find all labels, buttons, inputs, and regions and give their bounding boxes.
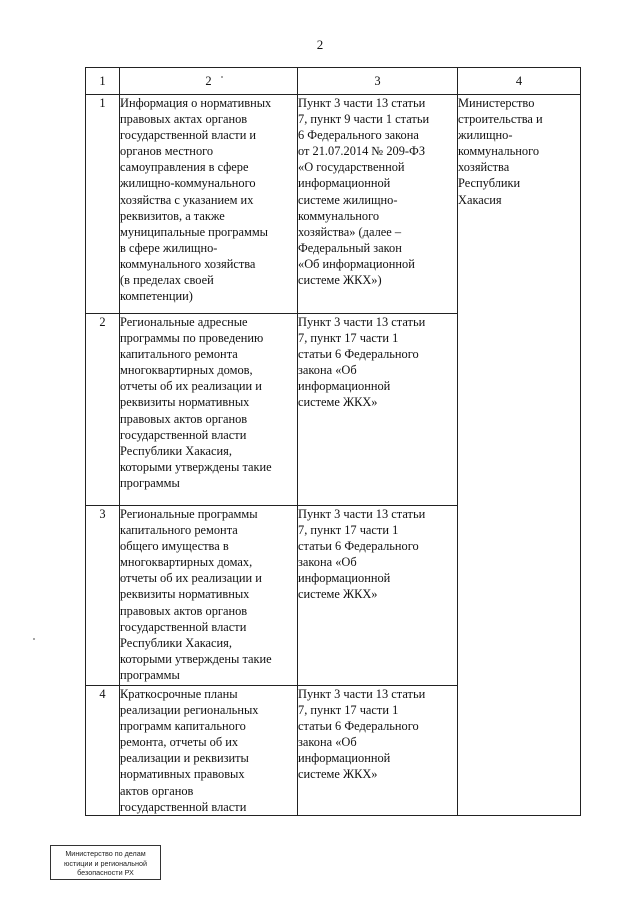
info-cell [120, 314, 298, 506]
law-line: системе ЖКХ» [298, 395, 378, 410]
document-table [85, 67, 581, 816]
info-line: реквизиты нормативных [120, 395, 250, 410]
info-line: Информация о нормативных [120, 96, 272, 110]
info-cell [120, 506, 298, 686]
law-line: Федеральный закон [298, 240, 402, 255]
law-line: 7, пункт 17 части 1 [298, 523, 399, 538]
ministry-line: коммунального [458, 144, 540, 159]
info-line: реализации и реквизиты [120, 751, 249, 766]
law-line: коммунального [298, 208, 380, 223]
law-reference-cell [298, 314, 458, 506]
stamp-line: Министерство по делам [65, 849, 146, 858]
info-line: Региональные адресные [120, 315, 248, 329]
header-cell-4: 4 [458, 68, 581, 95]
law-reference-cell [298, 95, 458, 314]
info-line: Республики Хакасия, [120, 635, 232, 650]
responsible-ministry-cell [458, 95, 581, 816]
info-line: программы [120, 667, 180, 682]
header-cell-1: 1 [86, 68, 120, 95]
info-line: хозяйства с указанием их [120, 192, 254, 207]
info-line: реквизитов, а также [120, 208, 225, 223]
ministry-line: строительства и [458, 112, 543, 127]
law-line: от 21.07.2014 № 209-ФЗ [298, 144, 426, 159]
info-line: органов местного [120, 144, 214, 159]
row-number: 4 [86, 686, 120, 816]
law-line: 7, пункт 17 части 1 [298, 331, 399, 346]
law-line: закона «Об [298, 363, 357, 378]
law-line: системе ЖКХ» [298, 587, 378, 602]
stamp-line: юстиции и региональной [64, 858, 147, 868]
info-line: государственной власти [120, 427, 247, 442]
page-number: 2 [316, 37, 324, 52]
info-line: нормативных правовых [120, 767, 245, 782]
law-line: Пункт 3 части 13 статьи [298, 687, 426, 701]
law-line: системе ЖКХ» [298, 767, 378, 782]
law-line: системе ЖКХ») [298, 273, 382, 288]
table-header-row [86, 68, 581, 95]
row-number: 3 [86, 506, 120, 686]
law-line: Пункт 3 части 13 статьи [298, 315, 426, 329]
info-line: ремонта, отчеты об их [120, 735, 239, 750]
info-line: жилищно-коммунального [120, 176, 256, 191]
info-line: муниципальные программы [120, 224, 268, 239]
table-row [86, 95, 581, 314]
info-line: коммунального хозяйства [120, 256, 256, 271]
law-line: «Об информационной [298, 256, 415, 271]
info-line: Региональные программы [120, 507, 258, 521]
info-line: правовых актов органов [120, 411, 248, 426]
scan-speck [33, 638, 35, 640]
info-line: отчеты об их реализации и [120, 379, 262, 394]
law-line: 7, пункт 17 части 1 [298, 703, 399, 718]
info-cell [120, 95, 298, 314]
law-reference-cell [298, 506, 458, 686]
info-line: актов органов [120, 783, 194, 798]
info-line: многоквартирных домов, [120, 363, 253, 378]
info-line: государственной власти и [120, 128, 257, 143]
stamp-line: безопасности РХ [77, 868, 134, 877]
ministry-line: Республики [458, 176, 521, 191]
info-line: капитального ремонта [120, 347, 238, 362]
info-line: программы [120, 475, 180, 490]
law-line: хозяйства» (далее – [298, 224, 402, 239]
law-line: закона «Об [298, 555, 357, 570]
info-line: Краткосрочные планы [120, 687, 238, 701]
info-line: которыми утверждены такие [120, 651, 272, 666]
scan-speck [221, 76, 223, 78]
law-line: статьи 6 Федерального [298, 539, 419, 554]
header-cell-3: 3 [298, 68, 458, 95]
law-line: информационной [298, 176, 391, 191]
info-line: государственной власти [120, 799, 247, 814]
law-reference-cell [298, 686, 458, 816]
info-cell [120, 686, 298, 816]
ministry-line: хозяйства [458, 160, 510, 175]
info-line: общего имущества в [120, 539, 229, 554]
law-line: «О государственной [298, 160, 405, 175]
law-line: 6 Федерального закона [298, 128, 419, 143]
info-line: компетенции) [120, 289, 193, 304]
row-number: 2 [86, 314, 120, 506]
header-cell-2: 2 [120, 68, 298, 95]
law-line: Пункт 3 части 13 статьи [298, 507, 426, 521]
law-line: закона «Об [298, 735, 357, 750]
law-line: статьи 6 Федерального [298, 719, 419, 734]
info-line: программы по проведению [120, 331, 264, 346]
law-line: Пункт 3 части 13 статьи [298, 96, 426, 110]
ministry-line: жилищно- [458, 128, 513, 143]
info-line: программ капитального [120, 719, 246, 734]
law-line: системе жилищно- [298, 192, 398, 207]
info-line: капитального ремонта [120, 523, 238, 538]
law-line: информационной [298, 751, 391, 766]
info-line: (в пределах своей [120, 273, 214, 288]
info-line: государственной власти [120, 619, 247, 634]
ministry-line: Хакасия [458, 192, 502, 207]
info-line: которыми утверждены такие [120, 459, 272, 474]
info-line: правовых актов органов [120, 603, 248, 618]
info-line: самоуправления в сфере [120, 160, 249, 175]
info-line: многоквартирных домах, [120, 555, 253, 570]
info-line: реквизиты нормативных [120, 587, 250, 602]
info-line: реализации региональных [120, 703, 259, 718]
ministry-stamp [50, 845, 161, 880]
info-line: правовых актах органов [120, 112, 248, 127]
law-line: информационной [298, 571, 391, 586]
info-line: Республики Хакасия, [120, 443, 232, 458]
law-line: информационной [298, 379, 391, 394]
law-line: 7, пункт 9 части 1 статьи [298, 112, 430, 127]
row-number: 1 [86, 95, 120, 314]
info-line: отчеты об их реализации и [120, 571, 262, 586]
info-line: в сфере жилищно- [120, 240, 218, 255]
law-line: статьи 6 Федерального [298, 347, 419, 362]
ministry-line: Министерство [458, 96, 535, 110]
